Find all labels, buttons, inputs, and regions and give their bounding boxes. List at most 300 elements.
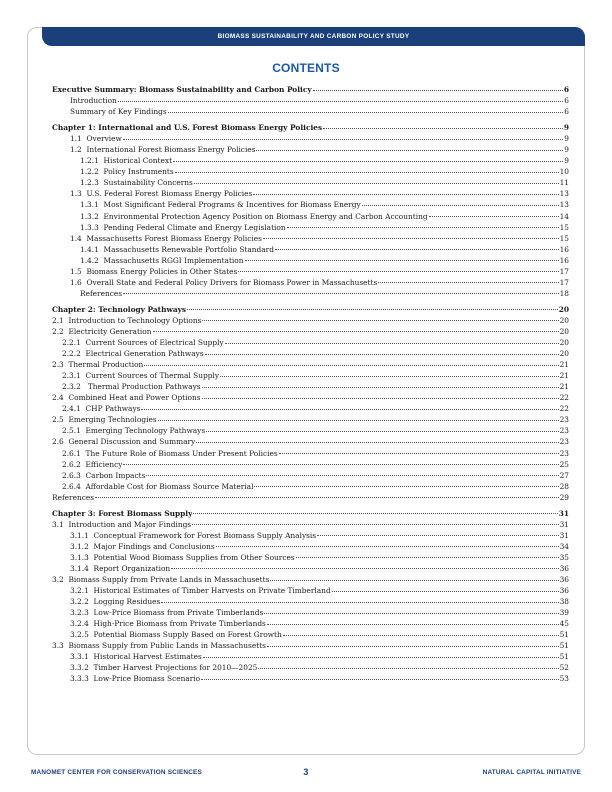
toc-entry-label bbox=[52, 326, 152, 337]
toc-entry-label bbox=[52, 359, 143, 370]
toc-chapter-block bbox=[52, 84, 569, 117]
toc-entry-page: 20 bbox=[559, 326, 569, 336]
toc-entry-title: Report Organization bbox=[93, 563, 171, 573]
toc-entry-title: Introduction to Technology Options bbox=[68, 315, 202, 325]
dot-leader bbox=[123, 139, 563, 140]
dot-leader bbox=[225, 343, 559, 344]
toc-entry-title: Major Findings and Conclusions bbox=[93, 541, 215, 551]
toc-entry-title: Chapter 3: Forest Biomass Supply bbox=[52, 508, 193, 518]
toc-entry-number: 2.5.1 bbox=[62, 426, 81, 436]
toc-entry-label bbox=[62, 337, 224, 348]
toc-entry[interactable] bbox=[52, 106, 569, 117]
toc-entry-title: Logging Residues bbox=[93, 597, 161, 607]
dot-leader bbox=[254, 486, 558, 487]
toc-entry-number: 3.1.1 bbox=[70, 530, 89, 540]
dot-leader bbox=[267, 646, 559, 647]
toc-entry-title: Combined Heat and Power Options bbox=[68, 393, 201, 403]
toc-entry[interactable] bbox=[52, 574, 569, 585]
toc-entry-number: 2.6 bbox=[52, 437, 64, 447]
dot-leader bbox=[206, 431, 558, 432]
toc-entry[interactable] bbox=[52, 277, 569, 288]
dot-leader bbox=[201, 679, 558, 680]
toc-entry-page: 23 bbox=[559, 426, 569, 436]
toc-entry[interactable] bbox=[52, 607, 569, 618]
toc-entry-title: Thermal Production bbox=[68, 360, 144, 370]
toc-entry[interactable] bbox=[52, 370, 569, 381]
toc-entry-page: 9 bbox=[564, 145, 569, 155]
toc-entry[interactable] bbox=[52, 629, 569, 640]
toc-entry-number: 3.1 bbox=[52, 519, 64, 529]
dot-leader bbox=[283, 635, 559, 636]
toc-entry-label bbox=[52, 508, 192, 519]
dot-leader bbox=[203, 657, 559, 658]
toc-entry-page: 36 bbox=[559, 586, 569, 596]
toc-entry-label bbox=[70, 530, 316, 541]
toc-entry-page: 17 bbox=[559, 277, 569, 287]
toc-entry-number: 3.1.3 bbox=[70, 552, 89, 562]
toc-chapter-entry[interactable] bbox=[52, 304, 569, 315]
toc-entry-label bbox=[62, 448, 278, 459]
toc-entry-number: 3.2 bbox=[52, 575, 64, 585]
toc-entry-number: 3.1.4 bbox=[70, 563, 89, 573]
toc-entry-page: 20 bbox=[558, 304, 569, 314]
toc-chapter-block bbox=[52, 122, 569, 299]
dot-leader bbox=[362, 205, 559, 206]
toc-entry-title: Historical Context bbox=[103, 156, 173, 166]
toc-entry-title: Chapter 2: Technology Pathways bbox=[52, 304, 187, 314]
toc-entry-number: 1.6 bbox=[70, 277, 82, 287]
toc-entry-label bbox=[80, 222, 286, 233]
dot-leader bbox=[264, 613, 558, 614]
toc-entry-label bbox=[80, 288, 122, 299]
dot-leader bbox=[263, 238, 559, 239]
toc-entry[interactable] bbox=[52, 326, 569, 337]
toc-entry-page: 15 bbox=[559, 233, 569, 243]
toc-entry-page: 9 bbox=[564, 156, 569, 166]
toc-entry-page: 31 bbox=[558, 508, 569, 518]
toc-entry-number: 1.4.1 bbox=[80, 244, 99, 254]
toc-entry-title: Conceptual Framework for Forest Biomass Supply Analysis bbox=[93, 530, 317, 540]
toc-entry-title: Low-Price Biomass Scenario bbox=[93, 674, 201, 684]
toc-entry-title: Historical Estimates of Timber Harvests on Private Timberland bbox=[93, 586, 331, 596]
toc-entry-label bbox=[70, 277, 377, 288]
toc-entry[interactable] bbox=[52, 552, 569, 563]
toc-entry-label bbox=[52, 492, 94, 503]
toc-entry-label bbox=[70, 563, 170, 574]
dot-leader bbox=[187, 309, 558, 310]
toc-entry-page: 52 bbox=[559, 663, 569, 673]
toc-entry[interactable] bbox=[52, 392, 569, 403]
toc-entry[interactable] bbox=[52, 470, 569, 481]
toc-entry-label bbox=[80, 199, 361, 210]
toc-entry-page: 18 bbox=[559, 288, 569, 298]
toc-entry-title: Massachusetts Forest Biomass Energy Policies bbox=[86, 233, 262, 243]
toc-entry[interactable] bbox=[52, 348, 569, 359]
dot-leader bbox=[238, 271, 558, 272]
dot-leader bbox=[253, 194, 558, 195]
toc-entry[interactable] bbox=[52, 381, 569, 392]
toc-entry-page: 20 bbox=[559, 349, 569, 359]
toc-entry-number: 2.6.1 bbox=[62, 448, 81, 458]
toc-entry-page: 36 bbox=[559, 575, 569, 585]
toc-entry-title: Massachusetts RGGI Implementation bbox=[103, 255, 244, 265]
toc-entry-label bbox=[70, 596, 160, 607]
toc-entry-title: Emerging Technologies bbox=[68, 415, 157, 425]
toc-entry-label bbox=[52, 436, 195, 447]
toc-entry-number: 1.2.2 bbox=[80, 167, 99, 177]
toc-entry[interactable] bbox=[52, 177, 569, 188]
running-header bbox=[42, 27, 585, 46]
toc-entry-label bbox=[70, 106, 167, 117]
toc-entry-title: International Forest Biomass Energy Policies bbox=[86, 145, 256, 155]
toc-entry-page: 35 bbox=[559, 552, 569, 562]
toc-entry-title: Efficiency bbox=[85, 459, 123, 469]
toc-entry-page: 22 bbox=[559, 393, 569, 403]
toc-entry-label bbox=[70, 651, 202, 662]
toc-entry-number: 1.2 bbox=[70, 145, 82, 155]
toc-entry-label bbox=[52, 315, 201, 326]
toc-entry-number: 2.3.2 bbox=[62, 382, 81, 392]
toc-entry[interactable] bbox=[52, 618, 569, 629]
toc-entry-page: 13 bbox=[559, 189, 569, 199]
dot-leader bbox=[267, 624, 559, 625]
toc-entry-title: Potential Biomass Supply Based on Forest Growth bbox=[93, 630, 282, 640]
dot-leader bbox=[118, 101, 563, 102]
toc-entry-title: Massachusetts Renewable Portfolio Standard bbox=[103, 244, 274, 254]
dot-leader bbox=[196, 442, 558, 443]
toc-entry-page: 27 bbox=[559, 470, 569, 480]
toc-entry-page: 31 bbox=[559, 530, 569, 540]
toc-entry-label bbox=[52, 519, 191, 530]
dot-leader bbox=[256, 150, 563, 151]
dot-leader bbox=[279, 453, 559, 454]
toc-entry[interactable] bbox=[52, 233, 569, 244]
toc-entry-number: 2.2.2 bbox=[62, 349, 81, 359]
toc-entry-title: Sustainability Concerns bbox=[103, 178, 193, 188]
toc-entry-title: Emerging Technology Pathways bbox=[85, 426, 206, 436]
toc-entry-page: 11 bbox=[559, 178, 569, 188]
toc-entry-title: Executive Summary: Biomass Sustainability and Carbon Policy bbox=[52, 85, 312, 94]
toc-entry-number: 1.3.1 bbox=[80, 200, 99, 210]
toc-entry-title: Low-Price Biomass from Private Timberlands bbox=[93, 608, 264, 618]
toc-entry-label bbox=[80, 177, 193, 188]
toc-chapter-block bbox=[52, 508, 569, 685]
toc-entry-label bbox=[70, 618, 266, 629]
toc-entry-page: 36 bbox=[559, 563, 569, 573]
toc-entry-title: Current Sources of Electrical Supply bbox=[85, 338, 224, 348]
dot-leader bbox=[220, 376, 559, 377]
toc-entry-label bbox=[80, 155, 172, 166]
toc-entry-label bbox=[70, 607, 263, 618]
toc-entry[interactable] bbox=[52, 673, 569, 684]
toc-entry-label bbox=[62, 348, 204, 359]
toc-entry[interactable] bbox=[52, 492, 569, 503]
toc-entry-title: References bbox=[52, 492, 95, 502]
toc-entry-page: 21 bbox=[559, 382, 569, 392]
toc-entry[interactable] bbox=[52, 255, 569, 266]
dot-leader bbox=[141, 409, 558, 410]
toc-entry[interactable] bbox=[52, 662, 569, 673]
toc-entry-title: Affordable Cost for Biomass Source Material bbox=[85, 481, 254, 491]
toc-entry-title: Historical Harvest Estimates bbox=[93, 652, 202, 662]
toc-entry-label bbox=[52, 122, 322, 133]
dot-leader bbox=[123, 464, 558, 465]
toc-entry-page: 13 bbox=[559, 200, 569, 210]
dot-leader bbox=[171, 568, 558, 569]
toc-entry[interactable] bbox=[52, 640, 569, 651]
toc-entry[interactable] bbox=[52, 414, 569, 425]
toc-entry-number: 3.2.4 bbox=[70, 619, 89, 629]
toc-entry-page: 10 bbox=[559, 167, 569, 177]
toc-entry[interactable] bbox=[52, 155, 569, 166]
toc-entry-title: Chapter 1: International and U.S. Forest Biomass Energy Policies bbox=[52, 123, 323, 133]
dot-leader bbox=[175, 172, 559, 173]
toc-entry-label bbox=[52, 414, 157, 425]
toc-entry-title: Overall State and Federal Policy Drivers for Biomass Power in Massachusetts bbox=[86, 277, 378, 287]
toc-entry-label bbox=[70, 233, 262, 244]
toc-entry[interactable] bbox=[52, 596, 569, 607]
toc-entry-page: 14 bbox=[559, 211, 569, 221]
toc-entry-title: Carbon Impacts bbox=[85, 470, 146, 480]
toc-entry-title: The Future Role of Biomass Under Present Policies bbox=[85, 448, 278, 458]
toc-entry-label bbox=[70, 144, 255, 155]
dot-leader bbox=[168, 112, 564, 113]
page-title: CONTENTS bbox=[272, 61, 340, 75]
page-footer bbox=[0, 767, 612, 781]
toc-entry-label bbox=[80, 255, 244, 266]
toc-entry-label bbox=[52, 640, 266, 651]
toc-entry-page: 45 bbox=[559, 619, 569, 629]
toc-entry[interactable] bbox=[52, 166, 569, 177]
toc-entry-page: 34 bbox=[559, 541, 569, 551]
toc-entry-label bbox=[80, 244, 274, 255]
toc-entry[interactable] bbox=[52, 585, 569, 596]
dot-leader bbox=[123, 293, 559, 294]
dot-leader bbox=[202, 398, 559, 399]
toc-entry[interactable] bbox=[52, 222, 569, 233]
toc-entry-label bbox=[62, 481, 253, 492]
toc-entry-label bbox=[70, 95, 117, 106]
toc-entry-page: 15 bbox=[559, 222, 569, 232]
toc-entry-page: 29 bbox=[559, 492, 569, 502]
toc-entry-title: References bbox=[80, 288, 123, 298]
toc-entry-title: Overview bbox=[86, 134, 122, 144]
toc-entry[interactable] bbox=[52, 436, 569, 447]
toc-entry[interactable] bbox=[52, 541, 569, 552]
toc-entry-title: Pending Federal Climate and Energy Legislation bbox=[103, 222, 286, 232]
toc-chapter-block bbox=[52, 304, 569, 503]
toc-entry-page: 25 bbox=[559, 459, 569, 469]
toc-entry-page: 39 bbox=[559, 608, 569, 618]
toc-entry-number: 2.4.1 bbox=[62, 404, 81, 414]
toc-entry-number: 2.5 bbox=[52, 415, 64, 425]
toc-entry-title: Potential Wood Biomass Supplies from Other Sources bbox=[93, 552, 295, 562]
toc-entry-title: Current Sources of Thermal Supply bbox=[85, 371, 219, 381]
dot-leader bbox=[193, 513, 557, 514]
toc-entry[interactable] bbox=[52, 481, 569, 492]
dot-leader bbox=[332, 591, 559, 592]
dot-leader bbox=[429, 216, 559, 217]
toc-entry-title: Introduction bbox=[70, 96, 117, 106]
toc-entry-title: Summary of Key Findings bbox=[70, 107, 167, 117]
toc-entry[interactable] bbox=[52, 244, 569, 255]
toc-chapter-entry[interactable] bbox=[52, 84, 569, 95]
toc-entry-number: 2.3.1 bbox=[62, 371, 81, 381]
dot-leader bbox=[158, 420, 559, 421]
toc-entry-page: 31 bbox=[559, 519, 569, 529]
toc-entry[interactable] bbox=[52, 359, 569, 370]
dot-leader bbox=[323, 128, 563, 129]
toc-entry-number: 3.2.2 bbox=[70, 597, 89, 607]
toc-entry[interactable] bbox=[52, 530, 569, 541]
toc-entry-title: Electricity Generation bbox=[68, 326, 152, 336]
dot-leader bbox=[258, 668, 558, 669]
toc-entry-page: 51 bbox=[559, 641, 569, 651]
toc-entry-title: Most Significant Federal Programs & Incentives for Biomass Energy bbox=[103, 200, 361, 210]
toc-entry[interactable] bbox=[52, 519, 569, 530]
toc-entry-label bbox=[70, 188, 252, 199]
toc-entry-label bbox=[62, 381, 201, 392]
toc-entry-label bbox=[70, 585, 331, 596]
dot-leader bbox=[95, 497, 559, 498]
dot-leader bbox=[245, 260, 559, 261]
dot-leader bbox=[153, 331, 559, 332]
toc-entry-number: 1.4.2 bbox=[80, 255, 99, 265]
toc-chapter-entry[interactable] bbox=[52, 508, 569, 519]
toc-entry[interactable] bbox=[52, 211, 569, 222]
toc-entry-number: 1.3.2 bbox=[80, 211, 99, 221]
table-of-contents bbox=[52, 84, 569, 689]
toc-entry[interactable] bbox=[52, 133, 569, 144]
toc-entry-number: 1.3.3 bbox=[80, 222, 99, 232]
dot-leader bbox=[378, 282, 558, 283]
toc-entry-number: 2.2 bbox=[52, 326, 64, 336]
toc-entry-label bbox=[80, 166, 174, 177]
toc-entry-page: 28 bbox=[559, 481, 569, 491]
toc-entry-number: 1.4 bbox=[70, 233, 82, 243]
toc-entry-label bbox=[70, 629, 282, 640]
toc-entry-number: 2.1 bbox=[52, 315, 64, 325]
toc-entry-label bbox=[70, 662, 257, 673]
dot-leader bbox=[202, 320, 558, 321]
toc-entry-number: 3.3.1 bbox=[70, 652, 89, 662]
toc-entry-page: 20 bbox=[559, 338, 569, 348]
toc-entry-label bbox=[70, 266, 237, 277]
toc-entry-title: Timber Harvest Projections for 2010—2025 bbox=[93, 663, 258, 673]
toc-entry-title: Biomass Supply from Private Lands in Massachusetts bbox=[68, 575, 270, 585]
toc-entry-number: 2.6.4 bbox=[62, 481, 81, 491]
dot-leader bbox=[296, 557, 559, 558]
toc-entry-page: 17 bbox=[559, 266, 569, 276]
toc-entry-label bbox=[70, 552, 295, 563]
toc-entry-number: 3.3.2 bbox=[70, 663, 89, 673]
dot-leader bbox=[173, 161, 563, 162]
toc-entry-number: 2.6.2 bbox=[62, 459, 81, 469]
toc-entry-page: 51 bbox=[559, 630, 569, 640]
dot-leader bbox=[202, 387, 559, 388]
toc-entry-number: 2.4 bbox=[52, 393, 64, 403]
toc-entry-number: 1.2.1 bbox=[80, 156, 99, 166]
toc-entry-page: 16 bbox=[559, 244, 569, 254]
toc-entry-title: Environmental Protection Agency Position on Biomass Energy and Carbon Accounting bbox=[103, 211, 428, 221]
toc-entry-label bbox=[62, 425, 205, 436]
toc-entry-page: 9 bbox=[563, 123, 569, 133]
toc-entry[interactable] bbox=[52, 337, 569, 348]
toc-entry-number: 3.2.5 bbox=[70, 630, 89, 640]
toc-entry-page: 6 bbox=[564, 107, 569, 117]
toc-entry-page: 53 bbox=[559, 674, 569, 684]
toc-entry-title: Biomass Energy Policies in Other States bbox=[86, 266, 238, 276]
toc-entry-page: 51 bbox=[559, 652, 569, 662]
toc-entry-title: CHP Pathways bbox=[85, 404, 141, 414]
footer-initiative: NATURAL CAPITAL INITIATIVE bbox=[482, 769, 581, 776]
toc-entry-page: 38 bbox=[559, 597, 569, 607]
dot-leader bbox=[270, 580, 558, 581]
toc-entry-label bbox=[70, 133, 122, 144]
toc-entry-page: 21 bbox=[559, 360, 569, 370]
toc-entry-label bbox=[62, 403, 140, 414]
toc-chapter-entry[interactable] bbox=[52, 122, 569, 133]
dot-leader bbox=[317, 535, 559, 536]
toc-entry-label bbox=[80, 211, 428, 222]
dot-leader bbox=[205, 354, 559, 355]
dot-leader bbox=[216, 546, 559, 547]
toc-entry-title: U.S. Federal Forest Biomass Energy Policies bbox=[86, 189, 253, 199]
toc-entry[interactable] bbox=[52, 199, 569, 210]
toc-entry[interactable] bbox=[52, 448, 569, 459]
toc-entry-label bbox=[52, 392, 201, 403]
toc-entry-number: 1.2.3 bbox=[80, 178, 99, 188]
toc-entry[interactable] bbox=[52, 188, 569, 199]
toc-entry-number: 3.2.3 bbox=[70, 608, 89, 618]
toc-entry-page: 6 bbox=[564, 96, 569, 106]
toc-entry-page: 22 bbox=[559, 404, 569, 414]
running-header-title: BIOMASS SUSTAINABILITY AND CARBON POLICY STUDY bbox=[217, 33, 410, 40]
toc-entry[interactable] bbox=[52, 403, 569, 414]
dot-leader bbox=[161, 602, 558, 603]
toc-entry[interactable] bbox=[52, 95, 569, 106]
toc-entry-label bbox=[62, 370, 219, 381]
toc-entry[interactable] bbox=[52, 288, 569, 299]
toc-entry-page: 6 bbox=[563, 85, 569, 94]
toc-entry-number: 1.1 bbox=[70, 134, 82, 144]
toc-entry-label bbox=[52, 84, 312, 95]
toc-entry-page: 20 bbox=[559, 315, 569, 325]
dot-leader bbox=[144, 365, 558, 366]
toc-entry[interactable] bbox=[52, 425, 569, 436]
toc-entry-page: 23 bbox=[559, 415, 569, 425]
toc-entry-page: 16 bbox=[559, 255, 569, 265]
toc-entry[interactable] bbox=[52, 459, 569, 470]
toc-entry-page: 9 bbox=[564, 134, 569, 144]
dot-leader bbox=[194, 183, 559, 184]
toc-entry-number: 3.3 bbox=[52, 641, 64, 651]
toc-entry[interactable] bbox=[52, 651, 569, 662]
toc-entry-page: 23 bbox=[559, 437, 569, 447]
toc-entry[interactable] bbox=[52, 266, 569, 277]
toc-entry-number: 2.6.3 bbox=[62, 470, 81, 480]
toc-entry[interactable] bbox=[52, 315, 569, 326]
toc-entry-label bbox=[52, 304, 186, 315]
toc-entry-number: 1.3 bbox=[70, 189, 82, 199]
dot-leader bbox=[287, 227, 559, 228]
footer-publisher: MANOMET CENTER FOR CONSERVATION SCIENCES bbox=[31, 769, 202, 776]
dot-leader bbox=[313, 90, 563, 91]
toc-entry[interactable] bbox=[52, 563, 569, 574]
toc-entry-title: Biomass Supply from Public Lands in Massachusetts bbox=[68, 641, 266, 651]
page-number: 3 bbox=[303, 767, 309, 777]
toc-entry[interactable] bbox=[52, 144, 569, 155]
